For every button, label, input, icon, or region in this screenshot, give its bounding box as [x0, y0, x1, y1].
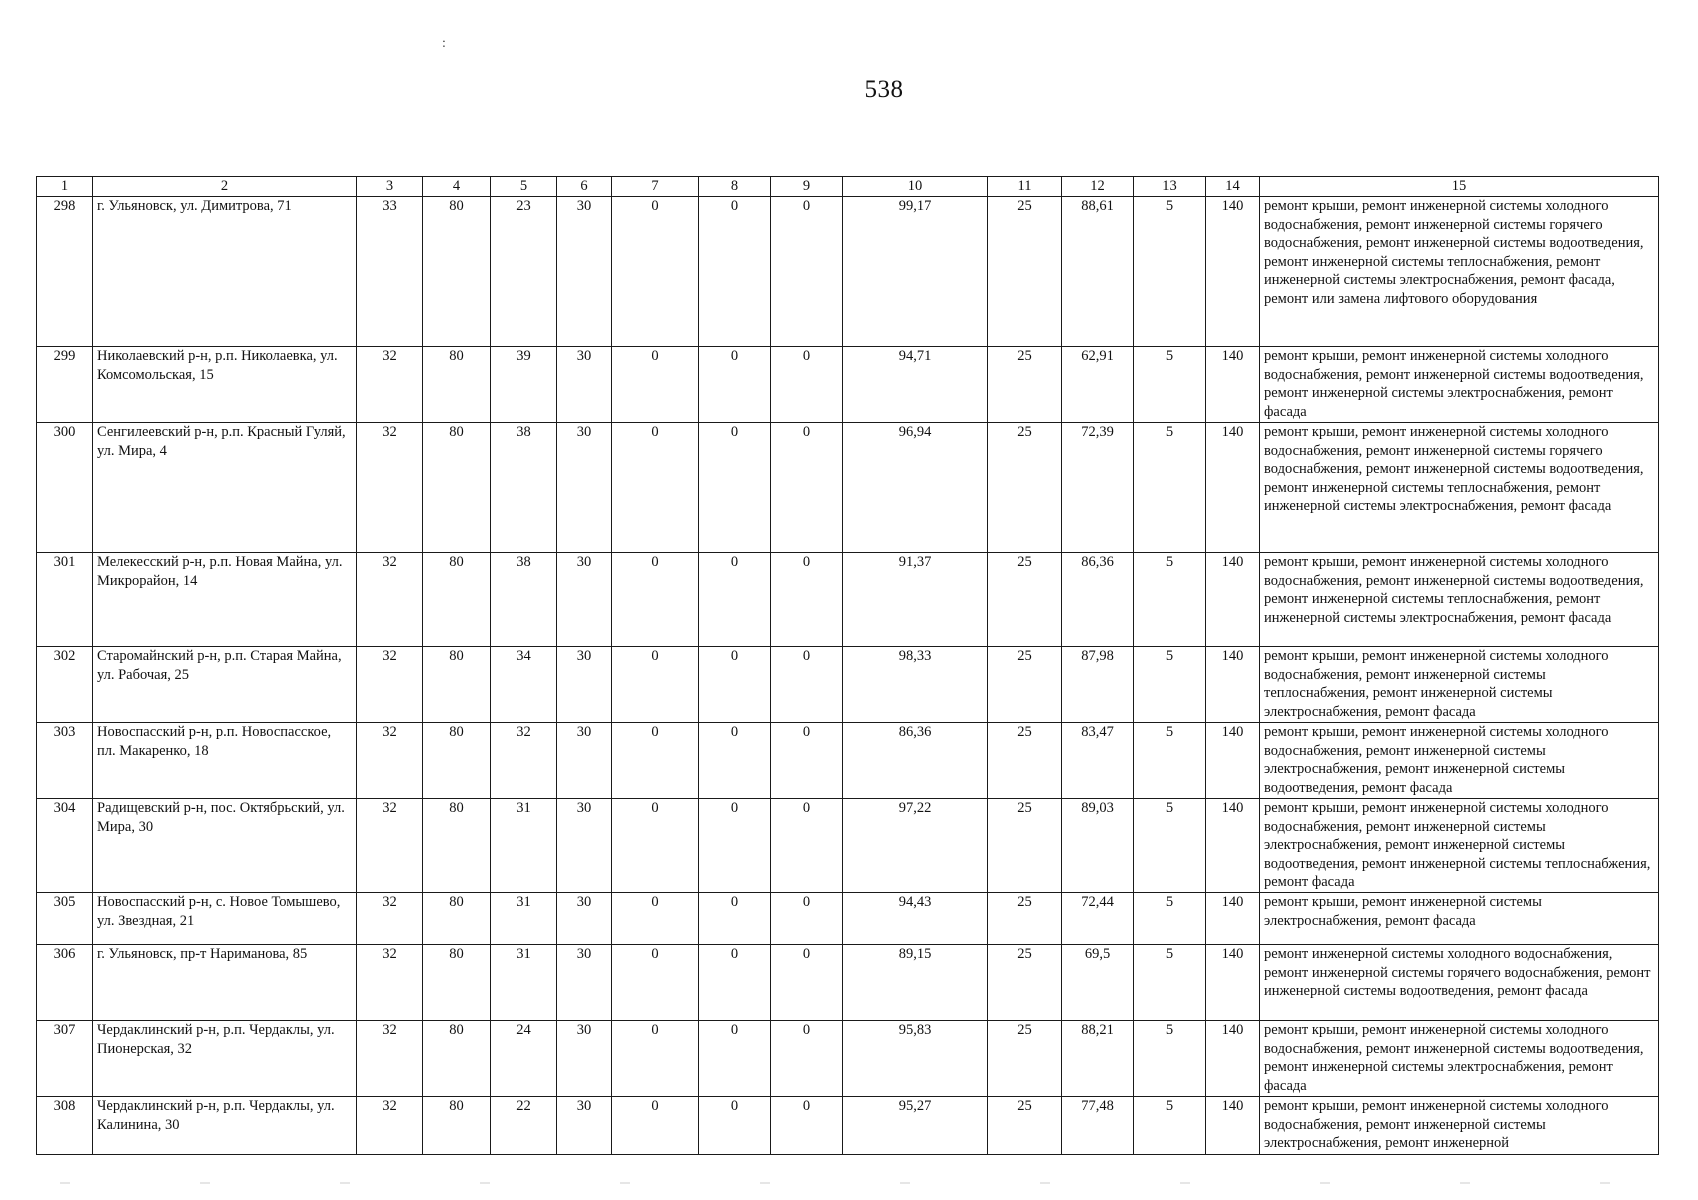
cell-c4: 80: [423, 647, 491, 723]
cell-c3: 32: [357, 945, 423, 1021]
cell-c8: 0: [699, 347, 771, 423]
cell-works: ремонт крыши, ремонт инженерной системы холодного водоснабжения, ремонт инженерной системы водоотведения, ремонт инженерной системы электроснабжения, ремонт фасада: [1260, 1021, 1659, 1097]
cell-c6: 30: [557, 799, 612, 893]
cell-c11: 25: [988, 1097, 1062, 1155]
cell-c6: 30: [557, 945, 612, 1021]
cell-c5: 39: [491, 347, 557, 423]
cell-address: Николаевский р-н, р.п. Николаевка, ул. Комсомольская, 15: [93, 347, 357, 423]
cell-c7: 0: [612, 197, 699, 347]
cell-c14: 140: [1206, 347, 1260, 423]
cell-c12: 72,39: [1062, 423, 1134, 553]
cell-row-number: 299: [37, 347, 93, 423]
cell-c7: 0: [612, 1021, 699, 1097]
cell-c5: 38: [491, 423, 557, 553]
cell-c10: 97,22: [843, 799, 988, 893]
cell-address: Чердаклинский р-н, р.п. Чердаклы, ул. Калинина, 30: [93, 1097, 357, 1155]
cell-row-number: 305: [37, 893, 93, 945]
cell-c5: 23: [491, 197, 557, 347]
column-header: 10: [843, 177, 988, 197]
cell-c10: 91,37: [843, 553, 988, 647]
cell-works: ремонт крыши, ремонт инженерной системы холодного водоснабжения, ремонт инженерной системы водоотведения, ремонт инженерной системы теплоснабжения, ремонт инженерной системы электроснабжения, ремонт фасада: [1260, 553, 1659, 647]
cell-row-number: 306: [37, 945, 93, 1021]
column-header: 6: [557, 177, 612, 197]
cell-c6: 30: [557, 1021, 612, 1097]
cell-works: ремонт крыши, ремонт инженерной системы холодного водоснабжения, ремонт инженерной системы электроснабжения, ремонт инженерной: [1260, 1097, 1659, 1155]
cell-c13: 5: [1134, 347, 1206, 423]
cell-c6: 30: [557, 197, 612, 347]
table-row: [37, 423, 1659, 553]
cell-c6: 30: [557, 553, 612, 647]
cell-c7: 0: [612, 893, 699, 945]
cell-c11: 25: [988, 647, 1062, 723]
cell-row-number: 303: [37, 723, 93, 799]
cell-c5: 31: [491, 945, 557, 1021]
cell-c13: 5: [1134, 197, 1206, 347]
cell-c3: 32: [357, 647, 423, 723]
cell-address: Новоспасский р-н, р.п. Новоспасское, пл. Макаренко, 18: [93, 723, 357, 799]
cell-c6: 30: [557, 423, 612, 553]
cell-address: Мелекесский р-н, р.п. Новая Майна, ул. Микрорайон, 14: [93, 553, 357, 647]
table-row: [37, 197, 1659, 347]
cell-c10: 95,83: [843, 1021, 988, 1097]
cell-c11: 25: [988, 1021, 1062, 1097]
cell-c9: 0: [771, 1097, 843, 1155]
cell-c11: 25: [988, 423, 1062, 553]
cell-c6: 30: [557, 1097, 612, 1155]
table-row: [37, 1097, 1659, 1155]
cell-c10: 89,15: [843, 945, 988, 1021]
column-header: 11: [988, 177, 1062, 197]
cell-c12: 88,21: [1062, 1021, 1134, 1097]
cell-c11: 25: [988, 893, 1062, 945]
table-row: [37, 893, 1659, 945]
cell-c5: 31: [491, 893, 557, 945]
cell-c14: 140: [1206, 945, 1260, 1021]
cell-address: Сенгилеевский р-н, р.п. Красный Гуляй, ул. Мира, 4: [93, 423, 357, 553]
cell-c4: 80: [423, 423, 491, 553]
cell-c11: 25: [988, 723, 1062, 799]
cell-c9: 0: [771, 945, 843, 1021]
cell-c3: 32: [357, 423, 423, 553]
cell-c13: 5: [1134, 1097, 1206, 1155]
table-row: [37, 647, 1659, 723]
cell-c5: 32: [491, 723, 557, 799]
cell-works: ремонт крыши, ремонт инженерной системы холодного водоснабжения, ремонт инженерной системы электроснабжения, ремонт инженерной системы водоотведения, ремонт инженерной системы теплоснабжения, ремонт фасада: [1260, 799, 1659, 893]
cell-c12: 69,5: [1062, 945, 1134, 1021]
cell-c3: 33: [357, 197, 423, 347]
cell-c10: 86,36: [843, 723, 988, 799]
cell-c4: 80: [423, 723, 491, 799]
cell-c4: 80: [423, 945, 491, 1021]
cell-c10: 94,43: [843, 893, 988, 945]
cell-c12: 86,36: [1062, 553, 1134, 647]
cell-address: Чердаклинский р-н, р.п. Чердаклы, ул. Пионерская, 32: [93, 1021, 357, 1097]
cell-c8: 0: [699, 1021, 771, 1097]
cell-c13: 5: [1134, 553, 1206, 647]
cell-c4: 80: [423, 893, 491, 945]
cell-c11: 25: [988, 197, 1062, 347]
cell-works: ремонт инженерной системы холодного водоснабжения, ремонт инженерной системы горячего водоснабжения, ремонт инженерной системы водоотведения, ремонт фасада: [1260, 945, 1659, 1021]
stray-mark: :: [442, 36, 446, 51]
cell-c12: 62,91: [1062, 347, 1134, 423]
cell-works: ремонт крыши, ремонт инженерной системы холодного водоснабжения, ремонт инженерной системы горячего водоснабжения, ремонт инженерной системы водоотведения, ремонт инженерной системы теплоснабжения, ремонт инженерной системы электроснабжения, ремонт фасада: [1260, 423, 1659, 553]
cell-c14: 140: [1206, 799, 1260, 893]
cell-c9: 0: [771, 1021, 843, 1097]
column-header: 9: [771, 177, 843, 197]
register-table: [36, 176, 1659, 1155]
cell-c11: 25: [988, 347, 1062, 423]
cell-works: ремонт крыши, ремонт инженерной системы холодного водоснабжения, ремонт инженерной системы горячего водоснабжения, ремонт инженерной системы водоотведения, ремонт инженерной системы теплоснабжения, ремонт инженерной системы электроснабжения, ремонт фасада, ремонт или замена лифтового оборудования: [1260, 197, 1659, 347]
cell-c13: 5: [1134, 723, 1206, 799]
cell-c7: 0: [612, 553, 699, 647]
cell-row-number: 304: [37, 799, 93, 893]
cell-c4: 80: [423, 347, 491, 423]
cell-works: ремонт крыши, ремонт инженерной системы холодного водоснабжения, ремонт инженерной системы электроснабжения, ремонт инженерной системы водоотведения, ремонт фасада: [1260, 723, 1659, 799]
cell-c6: 30: [557, 347, 612, 423]
cell-c5: 34: [491, 647, 557, 723]
cell-c9: 0: [771, 197, 843, 347]
cell-c14: 140: [1206, 423, 1260, 553]
column-header: 8: [699, 177, 771, 197]
cell-c13: 5: [1134, 647, 1206, 723]
cell-c9: 0: [771, 647, 843, 723]
cell-c12: 77,48: [1062, 1097, 1134, 1155]
cell-c3: 32: [357, 1021, 423, 1097]
cell-c3: 32: [357, 1097, 423, 1155]
cell-c5: 24: [491, 1021, 557, 1097]
cell-c4: 80: [423, 553, 491, 647]
cell-c13: 5: [1134, 423, 1206, 553]
cell-c9: 0: [771, 723, 843, 799]
cell-c3: 32: [357, 347, 423, 423]
cell-c9: 0: [771, 799, 843, 893]
cell-c7: 0: [612, 1097, 699, 1155]
cell-c3: 32: [357, 799, 423, 893]
column-header: 14: [1206, 177, 1260, 197]
cell-c5: 38: [491, 553, 557, 647]
cell-c13: 5: [1134, 945, 1206, 1021]
cell-c12: 87,98: [1062, 647, 1134, 723]
cell-c5: 31: [491, 799, 557, 893]
cell-c10: 96,94: [843, 423, 988, 553]
cell-c13: 5: [1134, 893, 1206, 945]
cell-c12: 89,03: [1062, 799, 1134, 893]
column-header: 15: [1260, 177, 1659, 197]
cell-c7: 0: [612, 347, 699, 423]
cell-c9: 0: [771, 553, 843, 647]
cell-address: г. Ульяновск, пр-т Нариманова, 85: [93, 945, 357, 1021]
cell-address: Новоспасский р-н, с. Новое Томышево, ул. Звездная, 21: [93, 893, 357, 945]
cell-c12: 83,47: [1062, 723, 1134, 799]
cell-works: ремонт крыши, ремонт инженерной системы электроснабжения, ремонт фасада: [1260, 893, 1659, 945]
cell-c14: 140: [1206, 1097, 1260, 1155]
column-header: 5: [491, 177, 557, 197]
table-row: [37, 799, 1659, 893]
cell-c14: 140: [1206, 893, 1260, 945]
cell-row-number: 302: [37, 647, 93, 723]
cell-c8: 0: [699, 893, 771, 945]
column-header: 2: [93, 177, 357, 197]
column-header: 7: [612, 177, 699, 197]
cell-c4: 80: [423, 1097, 491, 1155]
table-row: [37, 723, 1659, 799]
cell-c10: 99,17: [843, 197, 988, 347]
cell-c3: 32: [357, 723, 423, 799]
cell-c10: 94,71: [843, 347, 988, 423]
cell-c5: 22: [491, 1097, 557, 1155]
cell-c8: 0: [699, 1097, 771, 1155]
cell-row-number: 300: [37, 423, 93, 553]
cell-c13: 5: [1134, 799, 1206, 893]
scan-noise: [0, 1182, 1698, 1184]
column-header: 4: [423, 177, 491, 197]
cell-c8: 0: [699, 553, 771, 647]
table-row: [37, 347, 1659, 423]
cell-c14: 140: [1206, 647, 1260, 723]
cell-row-number: 307: [37, 1021, 93, 1097]
cell-c8: 0: [699, 197, 771, 347]
table-row: [37, 1021, 1659, 1097]
cell-c14: 140: [1206, 723, 1260, 799]
cell-c11: 25: [988, 553, 1062, 647]
cell-c12: 72,44: [1062, 893, 1134, 945]
column-header: 3: [357, 177, 423, 197]
cell-c7: 0: [612, 799, 699, 893]
cell-c8: 0: [699, 423, 771, 553]
cell-c7: 0: [612, 945, 699, 1021]
cell-c7: 0: [612, 423, 699, 553]
cell-row-number: 308: [37, 1097, 93, 1155]
cell-c3: 32: [357, 553, 423, 647]
page-number: 538: [864, 76, 904, 103]
cell-works: ремонт крыши, ремонт инженерной системы холодного водоснабжения, ремонт инженерной системы теплоснабжения, ремонт инженерной системы электроснабжения, ремонт фасада: [1260, 647, 1659, 723]
cell-row-number: 301: [37, 553, 93, 647]
cell-c7: 0: [612, 723, 699, 799]
cell-c6: 30: [557, 647, 612, 723]
column-header: 1: [37, 177, 93, 197]
table-row: [37, 945, 1659, 1021]
cell-row-number: 298: [37, 197, 93, 347]
cell-c8: 0: [699, 647, 771, 723]
cell-c9: 0: [771, 893, 843, 945]
cell-c13: 5: [1134, 1021, 1206, 1097]
cell-c4: 80: [423, 799, 491, 893]
column-header: 12: [1062, 177, 1134, 197]
cell-c7: 0: [612, 647, 699, 723]
cell-c12: 88,61: [1062, 197, 1134, 347]
column-header: 13: [1134, 177, 1206, 197]
cell-c6: 30: [557, 723, 612, 799]
cell-c4: 80: [423, 1021, 491, 1097]
cell-c14: 140: [1206, 553, 1260, 647]
table-row: [37, 553, 1659, 647]
cell-c14: 140: [1206, 197, 1260, 347]
cell-c8: 0: [699, 799, 771, 893]
cell-address: Радищевский р-н, пос. Октябрьский, ул. Мира, 30: [93, 799, 357, 893]
cell-address: г. Ульяновск, ул. Димитрова, 71: [93, 197, 357, 347]
cell-address: Старомайнский р-н, р.п. Старая Майна, ул. Рабочая, 25: [93, 647, 357, 723]
cell-c10: 95,27: [843, 1097, 988, 1155]
cell-c9: 0: [771, 347, 843, 423]
cell-c11: 25: [988, 945, 1062, 1021]
cell-c14: 140: [1206, 1021, 1260, 1097]
cell-c6: 30: [557, 893, 612, 945]
cell-c8: 0: [699, 723, 771, 799]
cell-c9: 0: [771, 423, 843, 553]
cell-c8: 0: [699, 945, 771, 1021]
cell-c10: 98,33: [843, 647, 988, 723]
cell-c3: 32: [357, 893, 423, 945]
cell-works: ремонт крыши, ремонт инженерной системы холодного водоснабжения, ремонт инженерной системы водоотведения, ремонт инженерной системы электроснабжения, ремонт фасада: [1260, 347, 1659, 423]
cell-c4: 80: [423, 197, 491, 347]
header-row: [37, 177, 1659, 197]
cell-c11: 25: [988, 799, 1062, 893]
table-body: [37, 197, 1659, 1155]
